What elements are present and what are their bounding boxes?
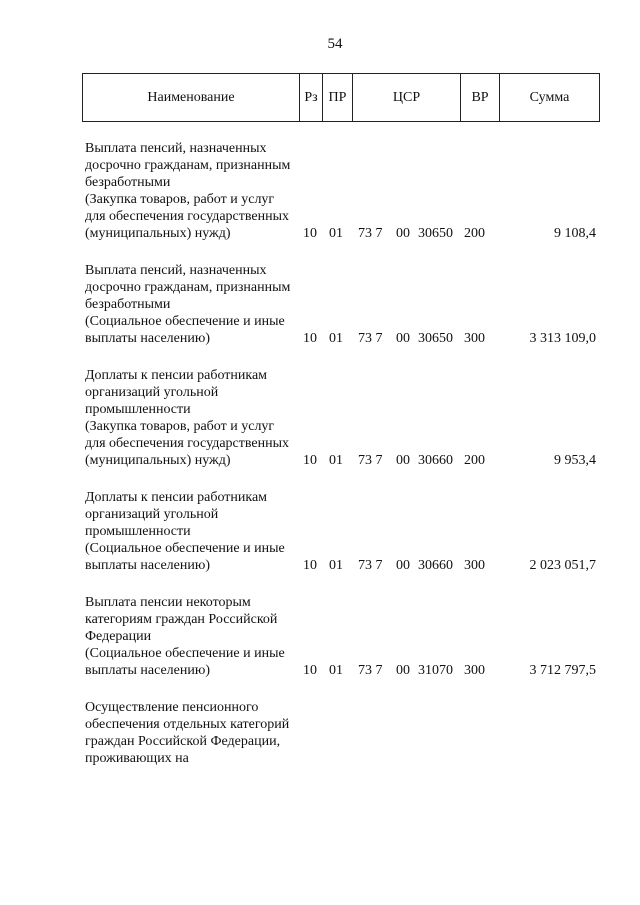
header-vr: ВР xyxy=(461,74,500,122)
row-csr-subprogram: 00 xyxy=(396,226,410,241)
row-name: Выплата пенсий, назначенных досрочно гражданам, признанным безработными (Закупка товаров, работ и услуг для обеспечения государственных (муниципальных) нужд) xyxy=(85,141,291,241)
row-vr: 200 xyxy=(464,226,485,241)
row-csr-subprogram: 00 xyxy=(396,331,410,346)
header-rz: Рз xyxy=(300,74,323,122)
row-csr-program: 73 7 xyxy=(358,663,383,678)
header-csr: ЦСР xyxy=(353,74,461,122)
row-csr-program: 73 7 xyxy=(358,331,383,346)
row-vr: 200 xyxy=(464,453,485,468)
row-sum: 9 108,4 xyxy=(554,226,596,241)
row-csr-subprogram: 00 xyxy=(396,453,410,468)
row-sum: 9 953,4 xyxy=(554,453,596,468)
header-name: Наименование xyxy=(83,74,300,122)
header-sum: Сумма xyxy=(500,74,600,122)
table-row xyxy=(85,699,600,767)
page-number: 54 xyxy=(327,36,343,52)
row-csr-direction: 30650 xyxy=(418,331,453,346)
row-csr-direction: 30660 xyxy=(418,558,453,573)
row-csr-program: 73 7 xyxy=(358,453,383,468)
row-rz: 10 xyxy=(303,558,317,573)
row-pr: 01 xyxy=(329,558,343,573)
row-csr-subprogram: 00 xyxy=(396,558,410,573)
row-pr: 01 xyxy=(329,663,343,678)
row-vr: 300 xyxy=(464,663,485,678)
row-pr: 01 xyxy=(329,331,343,346)
row-sum: 2 023 051,7 xyxy=(529,558,596,573)
row-pr: 01 xyxy=(329,226,343,241)
row-codes xyxy=(85,557,600,574)
row-codes xyxy=(85,662,600,679)
header-row xyxy=(83,74,600,122)
table-body xyxy=(85,140,600,787)
table-row xyxy=(85,262,600,347)
header-pr: ПР xyxy=(323,74,353,122)
row-csr-program: 73 7 xyxy=(358,226,383,241)
row-csr-subprogram: 00 xyxy=(396,663,410,678)
row-csr-program: 73 7 xyxy=(358,558,383,573)
row-pr: 01 xyxy=(329,453,343,468)
table-header xyxy=(82,73,600,122)
table-row xyxy=(85,367,600,469)
row-rz: 10 xyxy=(303,453,317,468)
row-name: Доплаты к пенсии работникам организаций угольной промышленности (Закупка товаров, работ и услуг для обеспечения государственных (муниципальных) нужд) xyxy=(85,368,289,468)
row-csr-direction: 30650 xyxy=(418,226,453,241)
row-name: Выплата пенсий, назначенных досрочно гражданам, признанным безработными (Социальное обеспечение и иные выплаты населению) xyxy=(85,263,291,346)
row-sum: 3 712 797,5 xyxy=(529,663,596,678)
row-codes xyxy=(85,225,600,242)
row-csr-direction: 30660 xyxy=(418,453,453,468)
row-rz: 10 xyxy=(303,226,317,241)
row-vr: 300 xyxy=(464,558,485,573)
row-rz: 10 xyxy=(303,663,317,678)
table-row xyxy=(85,594,600,679)
row-rz: 10 xyxy=(303,331,317,346)
row-codes xyxy=(85,330,600,347)
row-name: Выплата пенсии некоторым категориям граждан Российской Федерации (Социальное обеспечение и иные выплаты населению) xyxy=(85,595,285,678)
row-name: Осуществление пенсионного обеспечения отдельных категорий граждан Российской Федерации, проживающих на xyxy=(85,700,290,766)
row-csr-direction: 31070 xyxy=(418,663,453,678)
row-sum: 3 313 109,0 xyxy=(529,331,596,346)
row-vr: 300 xyxy=(464,331,485,346)
table-row xyxy=(85,489,600,574)
table-row xyxy=(85,140,600,242)
row-name: Доплаты к пенсии работникам организаций угольной промышленности (Социальное обеспечение и иные выплаты населению) xyxy=(85,490,285,573)
row-codes xyxy=(85,452,600,469)
